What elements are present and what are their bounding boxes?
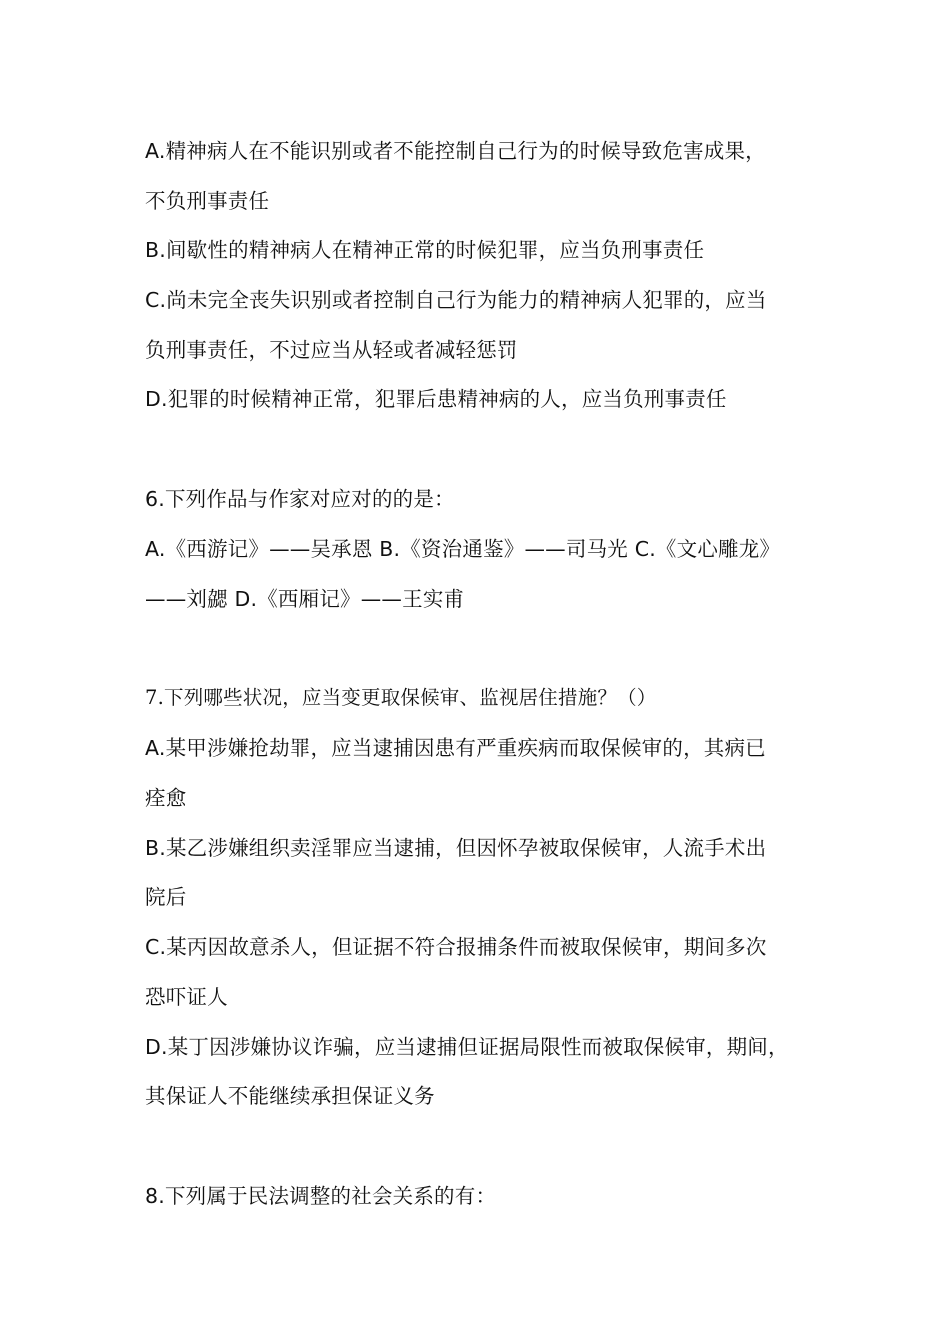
q7-option-c-line2: 恐吓证人 (145, 985, 228, 1009)
q6-options-line1: A.《西游记》——吴承恩 B.《资治通鉴》——司马光 C.《文心雕龙》 (145, 537, 781, 561)
q5-option-c-line1: C.尚未完全丧失识别或者控制自己行为能力的精神病人犯罪的，应当 (145, 288, 767, 312)
q7-option-a-line2: 痊愈 (145, 786, 187, 810)
q8-question: 8.下列属于民法调整的社会关系的有： (145, 1184, 497, 1208)
q7-option-d-line2: 其保证人不能继续承担保证义务 (145, 1084, 435, 1108)
q7-option-b-line1: B.某乙涉嫌组织卖淫罪应当逮捕，但因怀孕被取保候审，人流手术出 (145, 836, 767, 860)
q5-option-a-line2: 不负刑事责任 (145, 189, 270, 213)
q5-option-b: B.间歇性的精神病人在精神正常的时候犯罪，应当负刑事责任 (145, 238, 705, 262)
q5-option-c-line2: 负刑事责任，不过应当从轻或者减轻惩罚 (145, 338, 518, 362)
q5-option-d: D.犯罪的时候精神正常，犯罪后患精神病的人，应当负刑事责任 (145, 387, 727, 411)
q5-option-a-line1: A.精神病人在不能识别或者不能控制自己行为的时候导致危害成果， (145, 139, 766, 163)
q7-question: 7.下列哪些状况，应当变更取保候审、监视居住措施？（） (145, 686, 657, 709)
q6-question: 6.下列作品与作家对应对的的是： (145, 487, 455, 511)
q7-option-b-line2: 院后 (145, 885, 187, 909)
q7-option-d-line1: D.某丁因涉嫌协议诈骗，应当逮捕但证据局限性而被取保候审，期间， (145, 1035, 789, 1059)
q7-option-a-line1: A.某甲涉嫌抢劫罪，应当逮捕因患有严重疾病而取保候审的，其病已 (145, 736, 766, 760)
q7-option-c-line1: C.某丙因故意杀人，但证据不符合报捕条件而被取保候审，期间多次 (145, 935, 767, 959)
q6-options-line2: ——刘勰 D.《西厢记》——王实甫 (145, 587, 465, 611)
